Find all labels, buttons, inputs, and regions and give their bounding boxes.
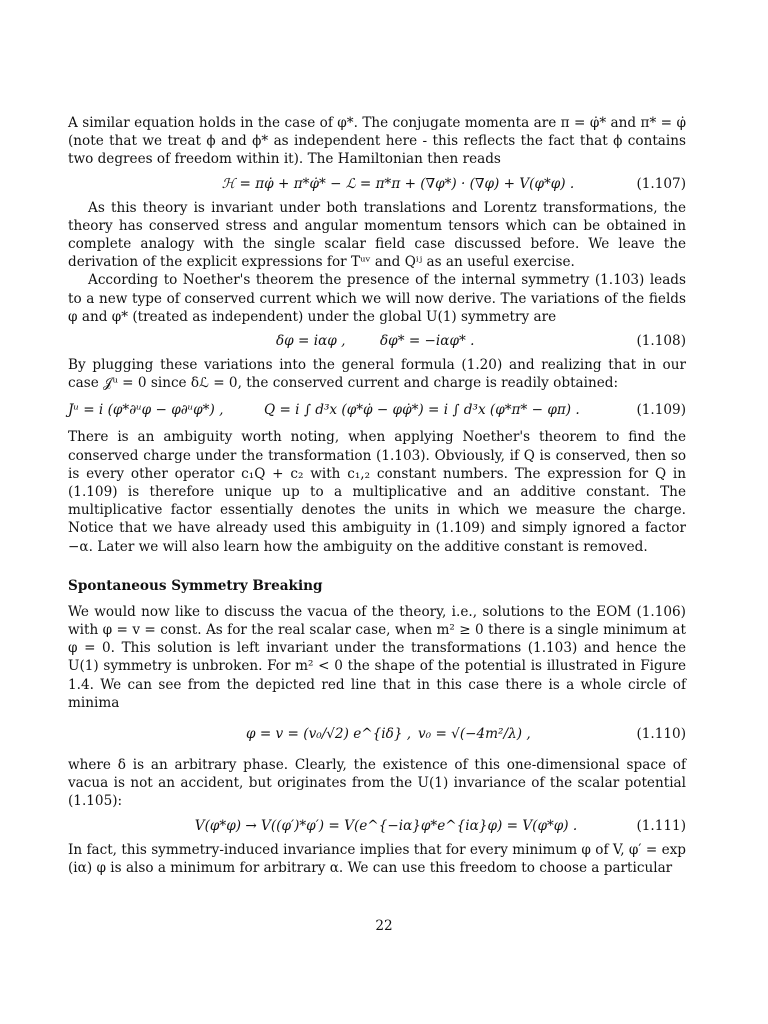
paragraph-1: A similar equation holds in the case of φ*. The conjugate momenta are π = φ̇* and π* = φ̇ (note that we treat ϕ and ϕ* as independent here - this reflects the fact that ϕ contains two degrees of freedom within it). The Hamiltonian then reads <box>68 115 686 168</box>
equation-1-107 <box>68 169 686 199</box>
equation-body: V(φ*φ) → V((φ′)*φ′) = V(e^{−iα}φ*e^{iα}φ) = V(φ*φ) . <box>194 817 578 834</box>
equation-right: δφ* = −iαφ* . <box>380 333 475 350</box>
equation-right: v₀ = √(−4m²/λ) , <box>418 726 531 743</box>
equation-number: (1.109) <box>636 402 686 419</box>
equation-1-109 <box>68 392 686 428</box>
equation-number: (1.108) <box>636 333 686 350</box>
equation-number: (1.107) <box>636 175 686 192</box>
equation-number: (1.111) <box>636 817 686 834</box>
paragraph-6: We would now like to discuss the vacua of the theory, i.e., solutions to the EOM (1.106) with φ = v = const. As for the real scalar case, when m² ≥ 0 there is a single minimum at φ = 0. This solution is left invariant under the transformations (1.103) and hence the U(1) symmetry is unbroken. For m² < 0 the shape of the potential is illustrated in Figure 1.4. We can see from the depicted red line that in this case there is a whole circle of minima <box>68 603 686 711</box>
paragraph-2: As this theory is invariant under both translations and Lorentz transformations, the theory has conserved stress and angular momentum tensors which can be obtained in complete analogy with the single scalar field case discussed before. We leave the derivation of the explicit expressions for Tᵘᵛ and Qⁱʲ as an useful exercise. <box>68 199 686 271</box>
page-number: 22 <box>375 918 393 934</box>
paragraph-3: According to Noether's theorem the presence of the internal symmetry (1.103) leads to a new type of conserved current which we will now derive. The variations of the fields φ and φ* (treated as independent) under the global U(1) symmetry are <box>68 272 686 325</box>
page-body <box>68 114 686 877</box>
equation-number: (1.110) <box>636 726 686 743</box>
equation-body: ℋ = πφ̇ + π*φ̇* − ℒ = π*π + (∇φ*) · (∇φ) + V(φ*φ) . <box>221 175 575 192</box>
equation-1-110 <box>68 712 686 756</box>
equation-right: Q = i ∫ d³x (φ*φ̇ − φφ̇*) = i ∫ d³x (φ*π* − φπ) . <box>264 402 580 419</box>
paragraph-8: In fact, this symmetry-induced invariance implies that for every minimum φ of V, φ′ = exp (iα) φ is also a minimum for arbitrary α. We can use this freedom to choose a particular <box>68 841 686 876</box>
paragraph-5: There is an ambiguity worth noting, when applying Noether's theorem to find the conserved charge under the transformation (1.103). Obviously, if Q is conserved, then so is every other operator c₁Q + c₂ with c₁,₂ constant numbers. The expression for Q in (1.109) is therefore unique up to a multiplicative and an additive constant. The multiplicative factor essentially denotes the units in which we measure the charge. Notice that we have already used this ambiguity in (1.109) and simply ignored a factor −α. Later we will also learn how the ambiguity on the additive constant is removed. <box>68 429 686 555</box>
equation-1-111 <box>68 811 686 841</box>
section-title: Spontaneous Symmetry Breaking <box>68 577 323 594</box>
paragraph-7: where δ is an arbitrary phase. Clearly, the existence of this one-dimensional space of vacua is not an accident, but originates from the U(1) invariance of the scalar potential (1.105): <box>68 757 686 810</box>
equation-1-108 <box>68 326 686 356</box>
equation-left: φ = v = (v₀/√2) e^{iδ} , <box>246 726 412 743</box>
paragraph-4: By plugging these variations into the general formula (1.20) and realizing that in our case 𝒥ᵘ = 0 since δℒ = 0, the conserved current and charge is readily obtained: <box>68 357 686 392</box>
equation-left: δφ = iαφ , <box>276 333 346 350</box>
equation-left: Jᵘ = i (φ*∂ᵘφ − φ∂ᵘφ*) , <box>68 402 224 419</box>
